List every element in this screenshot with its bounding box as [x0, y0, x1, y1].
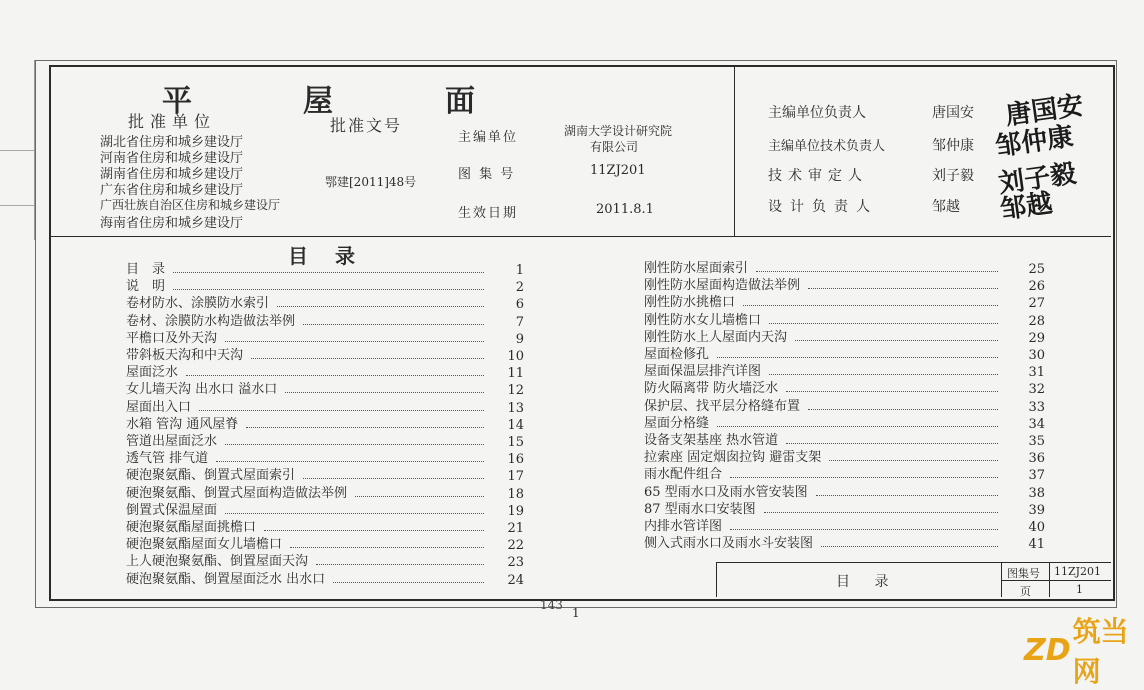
toc-entry-label: 硬泡聚氨酯、倒置式屋面构造做法举例	[126, 485, 348, 501]
page-number: 1	[572, 606, 580, 620]
toc-leader-dots	[786, 443, 998, 444]
watermark-text: 筑当网	[1072, 615, 1129, 688]
toc-entry-page: 17	[507, 469, 524, 485]
binding-strip	[0, 60, 34, 240]
toc-leader-dots	[216, 461, 484, 462]
toc-leader-dots	[225, 444, 484, 445]
toc-leader-dots	[246, 427, 484, 428]
toc-entry-label: 女儿墙天沟 出水口 溢水口	[126, 382, 278, 398]
toc-leader-dots	[743, 305, 998, 306]
toc-entry-label: 87 型雨水口安装图	[644, 501, 756, 517]
toc-entry-label: 硬泡聚氨酯屋面女儿墙檐口	[126, 537, 283, 553]
toc-entry	[644, 535, 1004, 551]
person-role-1: 主编单位负责人	[768, 105, 866, 121]
toc-entry-page: 16	[507, 452, 524, 468]
toc-leader-dots	[333, 582, 484, 583]
title-block-left-line	[716, 562, 717, 597]
watermark-logo	[1024, 615, 1144, 688]
toc-leader-dots	[769, 374, 998, 375]
toc-entry-page: 11	[507, 366, 524, 382]
toc-leader-dots	[764, 512, 998, 513]
approval-unit-3: 湖南省住房和城乡建设厅	[100, 167, 244, 182]
toc-entry-page: 24	[507, 572, 524, 588]
signature-1: 唐国安	[1003, 90, 1086, 132]
editor-unit-line2: 有限公司	[590, 140, 639, 154]
toc-entry-label: 卷材、涂膜防水构造做法举例	[126, 313, 296, 329]
toc-leader-dots	[290, 547, 484, 548]
toc-entry-label: 水箱 管沟 通风屋脊	[126, 416, 239, 432]
toc-leader-dots	[186, 375, 484, 376]
toc-entry-label: 透气管 排气道	[126, 451, 209, 467]
toc-entry-page: 25	[1028, 262, 1045, 277]
toc-leader-dots	[277, 306, 484, 307]
title-char-3: 面	[445, 84, 477, 119]
toc-leader-dots	[225, 341, 484, 342]
toc-entry-page: 10	[507, 349, 524, 364]
person-role-4: 设计负责人	[768, 199, 878, 215]
toc-entry-page: 13	[507, 400, 524, 416]
toc-leader-dots	[808, 409, 998, 410]
scan-page-number: 143	[540, 598, 563, 612]
toc-entry-label: 刚性防水上人屋面内天沟	[644, 329, 788, 345]
toc-entry-page: 29	[1028, 330, 1045, 346]
toc-leader-dots	[251, 358, 484, 359]
toc-entry-page: 22	[507, 538, 524, 554]
toc-heading: 目 录	[288, 244, 365, 268]
toc-entry-label: 屋面泛水	[126, 365, 179, 381]
toc-entry-label: 卷材防水、涂膜防水索引	[126, 296, 270, 312]
toc-entry-label: 目 录	[126, 262, 166, 277]
toc-leader-dots	[316, 564, 484, 565]
toc-entry-page: 41	[1028, 537, 1045, 553]
approval-unit-4: 广东省住房和城乡建设厅	[100, 183, 244, 198]
toc-entry-label: 硬泡聚氨酯、倒置式屋面索引	[126, 468, 296, 484]
toc-entry-page: 32	[1028, 382, 1045, 398]
editor-unit-label: 主编单位	[458, 130, 519, 145]
approval-doc-label: 批准文号	[330, 116, 403, 135]
toc-leader-dots	[821, 546, 998, 547]
toc-entry-label: 刚性防水屋面索引	[644, 261, 749, 276]
toc-entry-page: 28	[1028, 313, 1045, 329]
toc-entry-page: 36	[1028, 451, 1045, 467]
toc-entry-label: 硬泡聚氨酯、倒置屋面泛水 出水口	[126, 571, 326, 587]
toc-entry-label: 防火隔离带 防火墙泛水	[644, 381, 779, 397]
atlas-no-label: 图 集 号	[458, 167, 516, 182]
toc-entry-page: 33	[1028, 399, 1045, 415]
title-char-1: 平	[162, 84, 194, 119]
effective-date-value: 2011.8.1	[596, 202, 654, 217]
toc-entry-page: 31	[1028, 365, 1045, 381]
toc-entry-page: 35	[1028, 434, 1045, 449]
toc-entry-page: 40	[1028, 520, 1045, 535]
toc-entry-page: 39	[1028, 502, 1045, 518]
toc-entry-label: 倒置式保温屋面	[126, 502, 218, 518]
approval-unit-2: 河南省住房和城乡建设厅	[100, 151, 244, 166]
signature-2: 邹仲康	[993, 121, 1076, 163]
toc-entry-label: 刚性防水女儿墙檐口	[644, 312, 762, 328]
editor-unit-line1: 湖南大学设计研究院	[564, 124, 673, 138]
approval-unit-6: 海南省住房和城乡建设厅	[100, 216, 244, 231]
person-name-1: 唐国安	[932, 105, 974, 121]
toc-entry-label: 保护层、找平层分格缝布置	[644, 398, 801, 414]
toc-leader-dots	[173, 289, 484, 290]
toc-leader-dots	[199, 410, 484, 411]
logo-mark-icon: ZD	[1024, 632, 1071, 668]
toc-entry-label: 刚性防水挑檐口	[644, 295, 736, 311]
toc-leader-dots	[816, 495, 998, 496]
title-block-atlas-label: 图集号	[1007, 567, 1040, 580]
toc-leader-dots	[717, 357, 998, 358]
toc-entry-label: 屋面出入口	[126, 399, 192, 415]
toc-entry-page: 34	[1028, 416, 1045, 432]
title-block-page-value: 1	[1076, 583, 1083, 596]
toc-leader-dots	[285, 392, 484, 393]
toc-entry-label: 说 明	[126, 279, 166, 295]
approval-unit-5: 广西壮族自治区住房和城乡建设厅	[100, 198, 281, 212]
toc-leader-dots	[264, 530, 484, 531]
toc-entry-label: 屋面保温层排汽详图	[644, 364, 762, 380]
effective-date-label: 生效日期	[458, 206, 519, 221]
toc-entry-page: 2	[515, 280, 524, 296]
toc-entry-label: 65 型雨水口及雨水管安装图	[644, 484, 808, 500]
toc-entry-page: 1	[515, 263, 524, 278]
toc-entry-label: 雨水配件组合	[644, 467, 723, 483]
signature-3: 刘子毅	[996, 158, 1079, 200]
toc-leader-dots	[769, 323, 998, 324]
toc-entry-label: 设备支架基座 热水管道	[644, 433, 779, 448]
toc-entry-label: 刚性防水屋面构造做法举例	[644, 278, 801, 294]
toc-entry-page: 37	[1028, 468, 1045, 484]
person-role-3: 技术审定人	[768, 168, 868, 184]
header-divider	[50, 236, 1111, 237]
toc-entry-page: 26	[1028, 279, 1045, 295]
title-block-page-label: 页	[1020, 585, 1031, 598]
toc-entry-label: 平檐口及外天沟	[126, 330, 218, 346]
toc-entry-label: 屋面分格缝	[644, 415, 710, 431]
toc-entry-label: 拉索座 固定烟囱拉钩 避雷支架	[644, 450, 822, 466]
toc-entry-page: 14	[507, 417, 524, 433]
toc-entry	[126, 571, 490, 587]
toc-leader-dots	[303, 478, 484, 479]
approval-unit-label: 批准单位	[128, 112, 217, 131]
toc-leader-dots	[173, 272, 484, 273]
toc-entry-page: 38	[1028, 485, 1045, 501]
title-block-atlas-value: 11ZJ201	[1054, 565, 1102, 578]
toc-leader-dots	[717, 426, 998, 427]
title-block-name: 目 录	[836, 574, 899, 590]
header-vertical-divider	[734, 67, 735, 236]
toc-entry-label: 硬泡聚氨酯屋面挑檐口	[126, 520, 257, 535]
toc-leader-dots	[730, 529, 998, 530]
person-role-2: 主编单位技术负责人	[768, 139, 886, 154]
toc-entry-page: 18	[507, 486, 524, 502]
person-name-2: 邹仲康	[932, 138, 974, 154]
person-name-3: 刘子毅	[932, 168, 974, 184]
toc-entry-label: 屋面检修孔	[644, 347, 710, 362]
toc-entry-label: 侧入式雨水口及雨水斗安装图	[644, 536, 814, 552]
toc-entry-page: 6	[515, 297, 524, 313]
toc-entry-page: 23	[507, 555, 524, 571]
toc-leader-dots	[829, 460, 998, 461]
atlas-no-value: 11ZJ201	[590, 163, 646, 178]
toc-entry	[126, 347, 490, 363]
toc-entry-label: 带斜板天沟和中天沟	[126, 348, 244, 363]
toc-leader-dots	[756, 271, 998, 272]
toc-leader-dots	[786, 391, 998, 392]
toc-entry-label: 管道出屋面泛水	[126, 434, 218, 449]
toc-entry-label: 内排水管详图	[644, 519, 723, 534]
toc-entry-page: 30	[1028, 348, 1045, 363]
person-name-4: 邹越	[932, 199, 960, 215]
toc-leader-dots	[808, 288, 998, 289]
signature-4: 邹越	[998, 188, 1055, 226]
toc-entry-page: 12	[507, 383, 524, 399]
toc-entry-page: 27	[1028, 296, 1045, 312]
title-char-2: 屋	[303, 84, 335, 119]
toc-leader-dots	[795, 340, 998, 341]
toc-entry-label: 上人硬泡聚氨酯、倒置屋面天沟	[126, 554, 309, 570]
toc-leader-dots	[355, 496, 484, 497]
toc-entry-page: 9	[515, 331, 524, 347]
approval-unit-1: 湖北省住房和城乡建设厅	[100, 135, 244, 150]
toc-entry-page: 21	[507, 521, 524, 536]
toc-entry	[126, 261, 490, 277]
approval-doc-number: 鄂建[2011]48号	[325, 175, 417, 189]
title-block-top-line	[716, 562, 1111, 563]
toc-entry-page: 7	[515, 314, 524, 330]
toc-leader-dots	[303, 324, 484, 325]
toc-leader-dots	[730, 477, 998, 478]
toc-entry-page: 19	[507, 503, 524, 519]
toc-entry-page: 15	[507, 435, 524, 450]
toc-leader-dots	[225, 513, 484, 514]
